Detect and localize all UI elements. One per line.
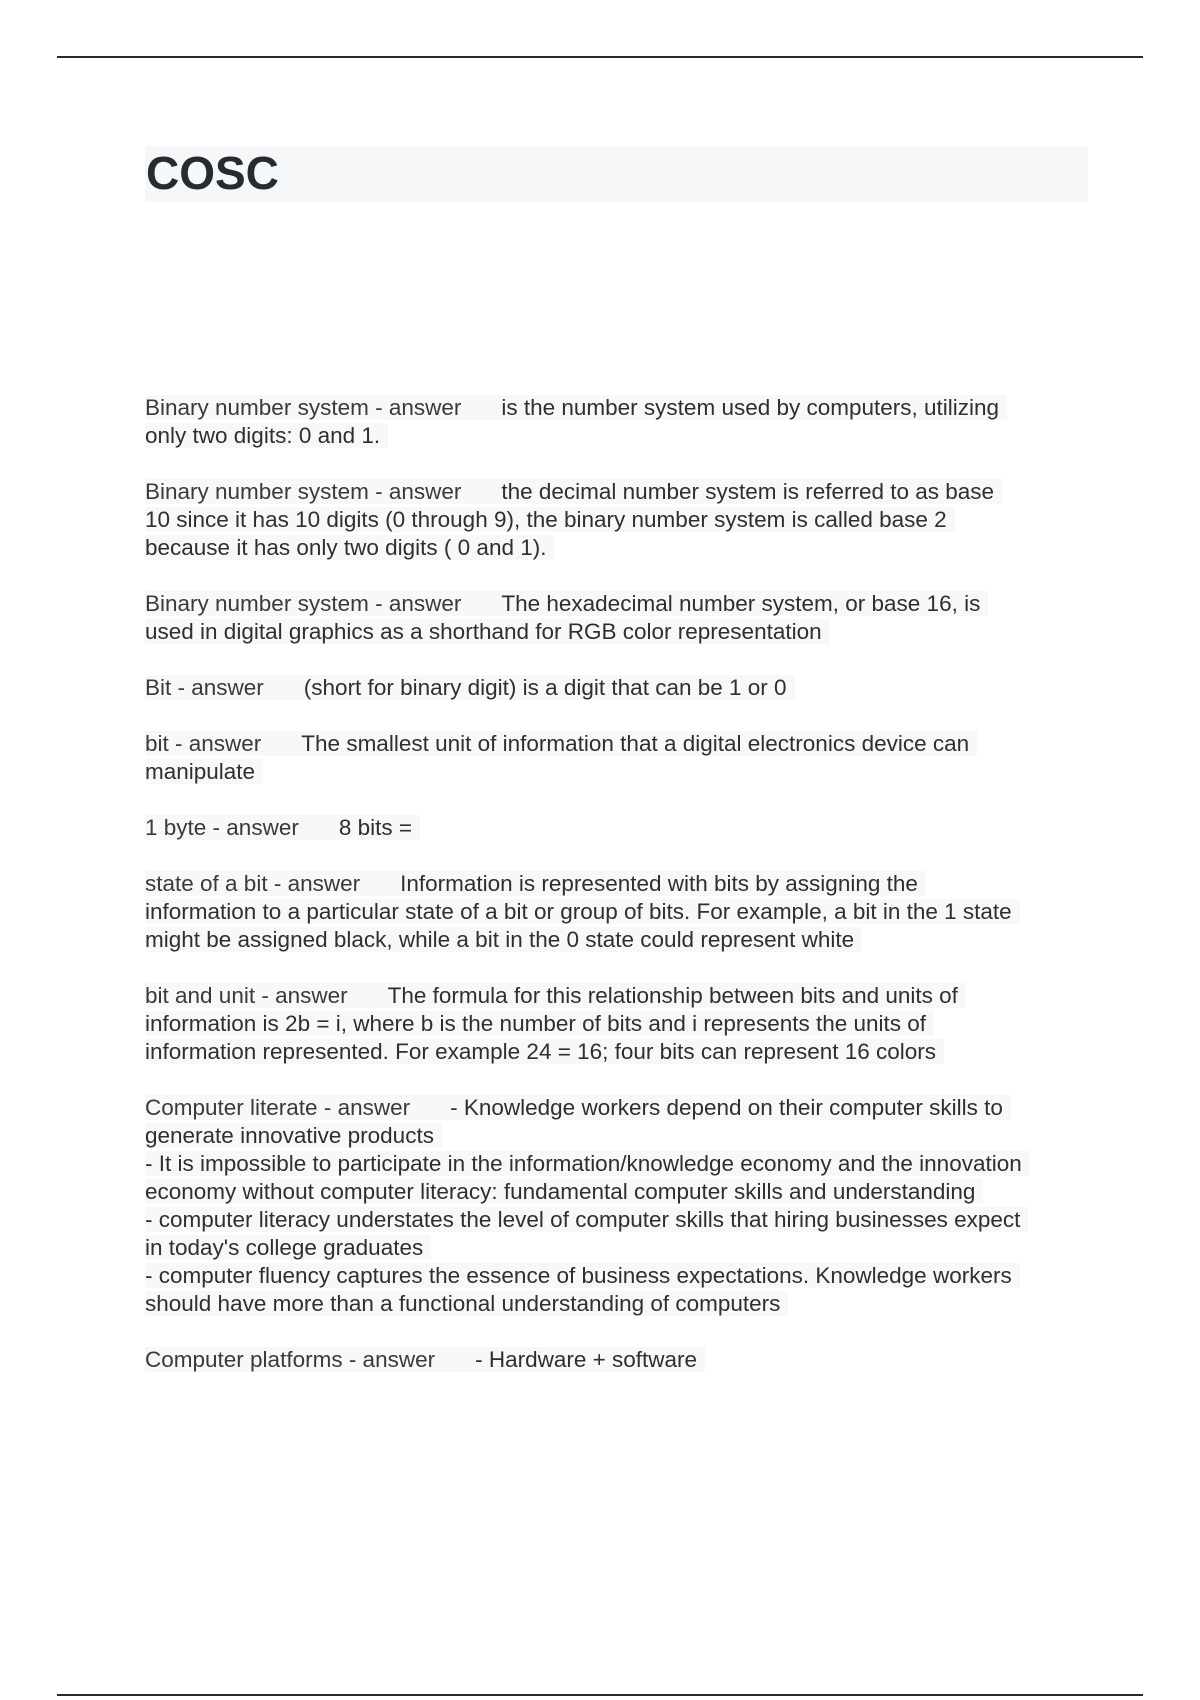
entry-line [145,422,1095,450]
entry-line [145,814,1095,842]
flashcard-entry [145,730,1095,786]
entry-line [145,1010,1095,1038]
entry-definition: in today's college graduates [145,1235,424,1260]
entry-definition: used in digital graphics as a shorthand for RGB color representation [145,619,822,644]
entry-line [145,1094,1095,1122]
entry-term: Binary number system - answer [145,479,462,504]
entry-definition: - Hardware + software [475,1347,698,1372]
entry-definition: information to a particular state of a bit or group of bits. For example, a bit in the 1 state [145,899,1012,924]
entry-definition: information is 2b = i, where b is the number of bits and i represents the units of [145,1011,927,1036]
flashcard-entry [145,982,1095,1066]
entry-definition: the decimal number system is referred to as base [501,479,995,504]
entry-line [145,1290,1095,1318]
entry-term: Computer literate - answer [145,1095,411,1120]
entry-definition: manipulate [145,759,256,784]
flashcard-entry [145,870,1095,954]
entry-line [145,506,1095,534]
entry-definition: economy without computer literacy: fundamental computer skills and understanding [145,1179,976,1204]
entry-line [145,926,1095,954]
flashcard-list [145,394,1095,1402]
entry-definition: is the number system used by computers, utilizing [501,395,1000,420]
entry-line [145,1150,1095,1178]
entry-definition: Information is represented with bits by assigning the [400,871,918,896]
entry-line [145,1234,1095,1262]
entry-line [145,758,1095,786]
entry-definition: The formula for this relationship between bits and units of [387,983,958,1008]
entry-term: 1 byte - answer [145,815,299,840]
entry-line [145,1038,1095,1066]
entry-definition: The hexadecimal number system, or base 16, is [501,591,981,616]
entry-definition: - It is impossible to participate in the information/knowledge economy and the innovation [145,1151,1022,1176]
entry-definition: generate innovative products [145,1123,434,1148]
entry-definition: - computer literacy understates the level of computer skills that hiring businesses expect [145,1207,1021,1232]
entry-line [145,1122,1095,1150]
entry-line [145,870,1095,898]
entry-line [145,982,1095,1010]
entry-line [145,1178,1095,1206]
entry-definition: (short for binary digit) is a digit that can be 1 or 0 [303,675,787,700]
entry-definition: 8 bits = [338,815,412,840]
flashcard-entry [145,814,1095,842]
bottom-rule [57,1694,1143,1696]
entry-line [145,1346,1095,1374]
entry-line [145,898,1095,926]
entry-line [145,1206,1095,1234]
entry-term: Bit - answer [145,675,264,700]
flashcard-entry [145,674,1095,702]
flashcard-entry [145,478,1095,562]
page-title: COSC [146,147,279,199]
entry-definition: The smallest unit of information that a digital electronics device can [301,731,970,756]
flashcard-entry [145,1094,1095,1318]
flashcard-entry [145,590,1095,646]
entry-line [145,618,1095,646]
top-rule [57,56,1143,58]
entry-line [145,534,1095,562]
entry-line [145,478,1095,506]
entry-term: Binary number system - answer [145,591,462,616]
entry-definition: - Knowledge workers depend on their computer skills to [450,1095,1003,1120]
entry-definition: might be assigned black, while a bit in the 0 state could represent white [145,927,855,952]
entry-definition: because it has only two digits ( 0 and 1). [145,535,547,560]
entry-line [145,394,1095,422]
entry-term: Computer platforms - answer [145,1347,436,1372]
entry-term: bit and unit - answer [145,983,348,1008]
entry-definition: only two digits: 0 and 1. [145,423,381,448]
title-band [145,146,1088,202]
entry-line [145,730,1095,758]
entry-term: Binary number system - answer [145,395,462,420]
entry-term: state of a bit - answer [145,871,361,896]
entry-line [145,590,1095,618]
entry-definition: - computer fluency captures the essence of business expectations. Knowledge workers [145,1263,1012,1288]
flashcard-entry [145,1346,1095,1374]
entry-definition: should have more than a functional understanding of computers [145,1291,781,1316]
entry-definition: 10 since it has 10 digits (0 through 9), the binary number system is called base 2 [145,507,947,532]
entry-line [145,674,1095,702]
entry-term: bit - answer [145,731,262,756]
flashcard-entry [145,394,1095,450]
entry-line [145,1262,1095,1290]
entry-definition: information represented. For example 24 = 16; four bits can represent 16 colors [145,1039,937,1064]
